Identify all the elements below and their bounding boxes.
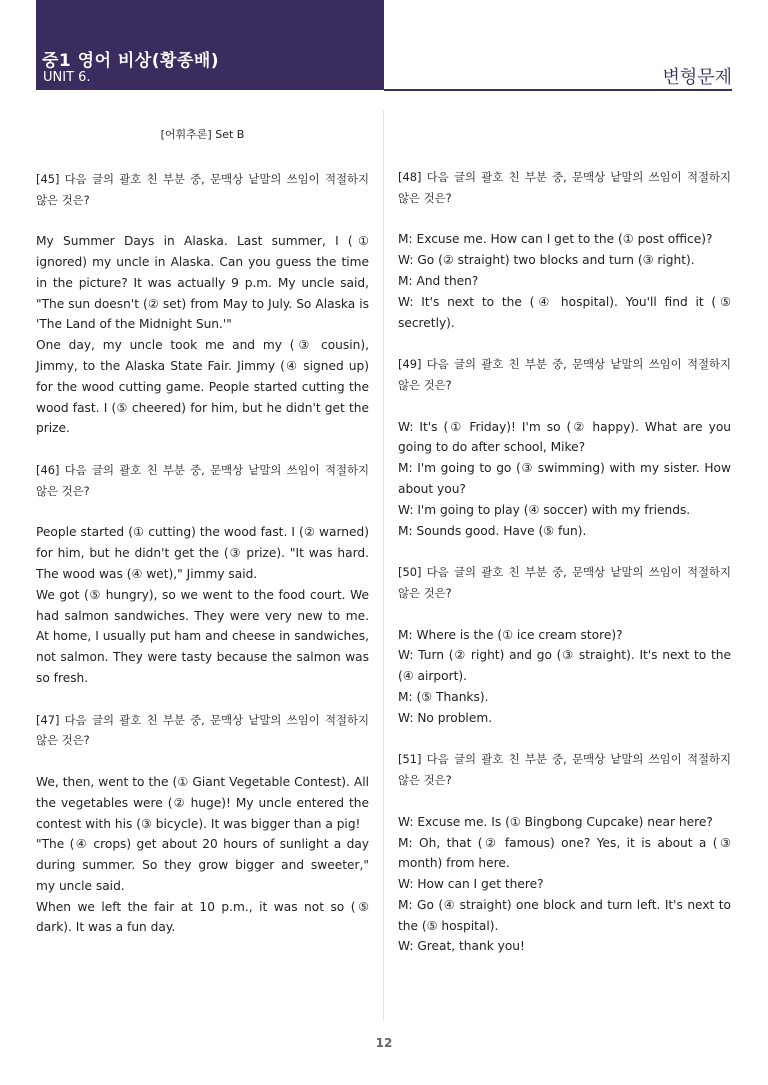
- question-51-line-2: M: Oh, that (② famous) one? Yes, it is about a (③ month) from here.: [398, 835, 731, 871]
- question-48-prompt: [48] 다음 글의 괄호 친 부분 중, 문맥상 낱말의 쓰임이 적절하지 않은 것은?: [398, 170, 731, 205]
- header-rule: [384, 89, 732, 91]
- page-number: 12: [375, 1036, 393, 1050]
- left-column: [36, 125, 369, 938]
- question-49-prompt: [49] 다음 글의 괄호 친 부분 중, 문맥상 낱말의 쓰임이 적절하지 않은 것은?: [398, 357, 731, 392]
- question-49-line-1: W: It's (① Friday)! I'm so (② happy). What are you going to do after school, Mike?: [398, 419, 731, 455]
- question-51-line-5: W: Great, thank you!: [398, 939, 525, 954]
- question-45-passage-1: My Summer Days in Alaska. Last summer, I (① ignored) my uncle in Alaska. Can you guess the time in the picture? It was actually 9 p.m. My uncle said, "The sun doesn't (② set) from May to July. So Alaska is 'The Land of the Midnight Sun.'": [36, 234, 369, 332]
- question-51-line-4: M: Go (④ straight) one block and turn left. It's next to the (⑤ hospital).: [398, 897, 731, 933]
- unit-label: UNIT 6.: [43, 70, 91, 85]
- question-45-prompt: [45] 다음 글의 괄호 친 부분 중, 문맥상 낱말의 쓰임이 적절하지 않은 것은?: [36, 171, 369, 207]
- right-column: [398, 167, 731, 957]
- question-47-passage-1: We, then, went to the (① Giant Vegetable Contest). All the vegetables were (② huge)! My uncle entered the contest with his (③ bicycle). It was bigger than a pig!: [36, 774, 369, 831]
- question-45-passage-2: One day, my uncle took me and my (③ cousin), Jimmy, to the Alaska State Fair. Jimmy (④ signed up) for the wood cutting game. People started cutting the wood fast. I (⑤ cheered) for him, but he didn't get the prize.: [36, 338, 369, 436]
- question-47-prompt: [47] 다음 글의 괄호 친 부분 중, 문맥상 낱말의 쓰임이 적절하지 않은 것은?: [36, 712, 369, 748]
- textbook-title: 중1 영어 비상(황종배): [42, 51, 220, 71]
- category-label: 변형문제: [662, 67, 732, 88]
- question-50-prompt: [50] 다음 글의 괄호 친 부분 중, 문맥상 낱말의 쓰임이 적절하지 않은 것은?: [398, 565, 731, 600]
- question-49-line-3: W: I'm going to play (④ soccer) with my friends.: [398, 502, 691, 517]
- question-49-line-4: M: Sounds good. Have (⑤ fun).: [398, 523, 587, 538]
- question-46-passage-1: People started (① cutting) the wood fast. I (② warned) for him, but he didn't get the (③ prize). "It was hard. The wood was (④ wet)," Jimmy said.: [36, 525, 369, 581]
- question-49-line-2: M: I'm going to go (③ swimming) with my sister. How about you?: [398, 461, 731, 496]
- question-50-line-3: M: (⑤ Thanks).: [398, 689, 489, 704]
- question-48-line-1: M: Excuse me. How can I get to the (① post office)?: [398, 232, 713, 247]
- question-46-passage-2: We got (⑤ hungry), so we went to the food court. We had salmon sandwiches. They were very new to me. At home, I usually put ham and cheese in sandwiches, not salmon. They were tasty because the salmon was so fresh.: [36, 587, 369, 685]
- question-47-passage-2: "The (④ crops) get about 20 hours of sunlight a day during summer. So they grow bigger and sweeter," my uncle said.: [36, 837, 369, 893]
- question-51-prompt: [51] 다음 글의 괄호 친 부분 중, 문맥상 낱말의 쓰임이 적절하지 않은 것은?: [398, 752, 731, 788]
- column-divider: [383, 110, 384, 1020]
- section-title: [어휘추론] Set B: [160, 128, 245, 141]
- question-48-line-3: M: And then?: [398, 273, 479, 288]
- question-48-line-2: W: Go (② straight) two blocks and turn (③ right).: [398, 253, 695, 268]
- question-51-line-3: W: How can I get there?: [398, 877, 544, 892]
- question-47-passage-3: When we left the fair at 10 p.m., it was not so (⑤ dark). It was a fun day.: [36, 899, 369, 935]
- question-48-line-4: W: It's next to the (④ hospital). You'll find it (⑤ secretly).: [398, 294, 731, 330]
- question-50-line-1: M: Where is the (① ice cream store)?: [398, 627, 623, 642]
- question-50-line-2: W: Turn (② right) and go (③ straight). It's next to the (④ airport).: [398, 648, 731, 684]
- question-46-prompt: [46] 다음 글의 괄호 친 부분 중, 문맥상 낱말의 쓰임이 적절하지 않은 것은?: [36, 462, 369, 498]
- question-50-line-4: W: No problem.: [398, 710, 493, 725]
- question-51-line-1: W: Excuse me. Is (① Bingbong Cupcake) near here?: [398, 814, 713, 829]
